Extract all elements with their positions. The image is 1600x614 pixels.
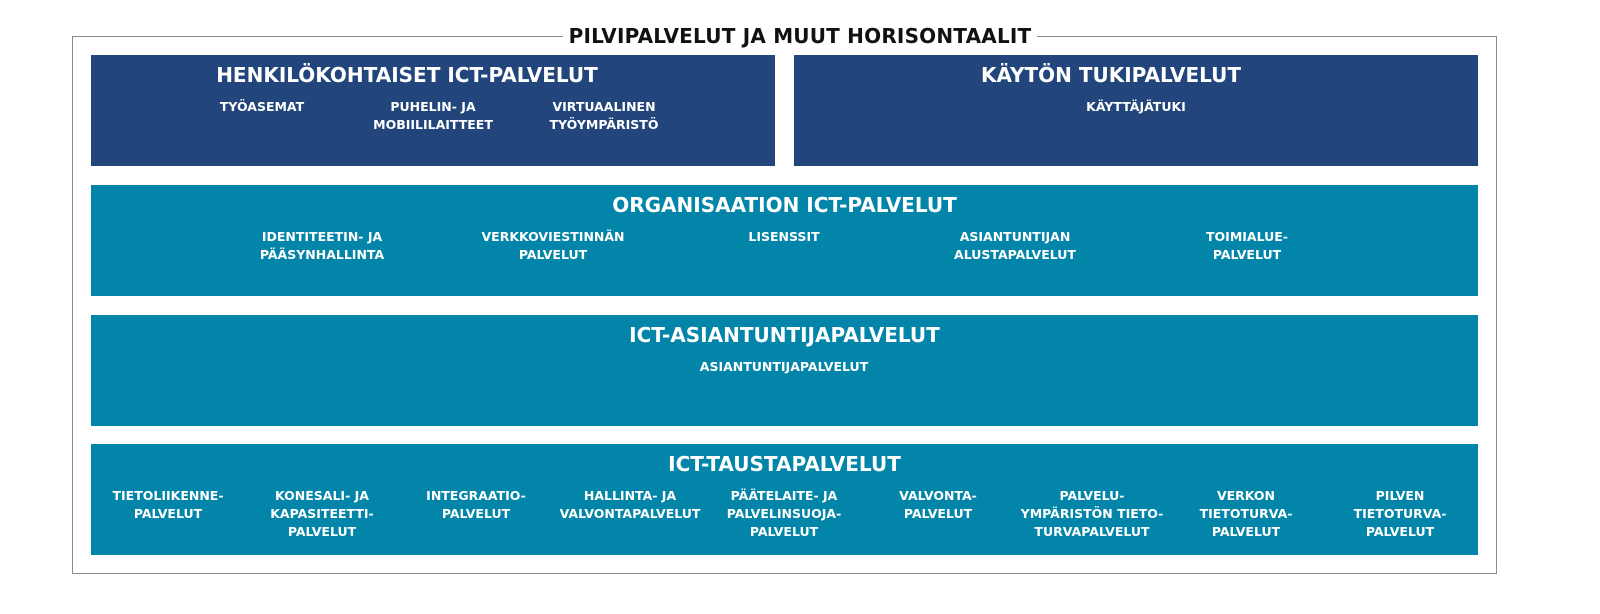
usage-support-services-title: KÄYTÖN TUKIPALVELUT (980, 63, 1242, 87)
organisation-item-licenses: LISENSSIT (748, 229, 820, 244)
ict-background-services-title: ICT-TAUSTAPALVELUT (668, 452, 901, 476)
ict-expert-services-title: ICT-ASIANTUNTIJAPALVELUT (629, 323, 940, 347)
background-item-telecom: TIETOLIIKENNE- PALVELUT (112, 488, 224, 521)
background-item-service-environment-security: PALVELU- YMPÄRISTÖN TIETO- TURVAPALVELUT (1020, 488, 1164, 539)
background-item-monitoring: VALVONTA- PALVELUT (899, 488, 977, 521)
ict-expert-services-box (91, 315, 1478, 426)
background-item-network-security: VERKON TIETOTURVA- PALVELUT (1199, 488, 1293, 539)
organisation-item-domain-services: TOIMIALUE- PALVELUT (1206, 229, 1288, 262)
ict-background-services-box (91, 444, 1478, 555)
personal-ict-services-box (91, 55, 775, 166)
organisation-ict-services-title: ORGANISAATION ICT-PALVELUT (612, 193, 957, 217)
organisation-item-expert-platform: ASIANTUNTIJAN ALUSTAPALVELUT (954, 229, 1076, 262)
personal-item-phones-mobile: PUHELIN- JA MOBIILILAITTEET (373, 99, 493, 132)
organisation-ict-services-box (91, 185, 1478, 296)
background-item-datacenter-capacity: KONESALI- JA KAPASITEETTI- PALVELUT (270, 488, 374, 539)
organisation-item-identity-access: IDENTITEETIN- JA PÄÄSYNHALLINTA (259, 229, 385, 262)
background-item-endpoint-server-protection: PÄÄTELAITE- JA PALVELINSUOJA- PALVELUT (726, 488, 842, 539)
background-item-management-monitoring: HALLINTA- JA VALVONTAPALVELUT (559, 488, 701, 521)
expert-item-expert-services: ASIANTUNTIJAPALVELUT (699, 359, 869, 374)
frame-title: PILVIPALVELUT JA MUUT HORISONTAALIT (563, 22, 1038, 50)
organisation-item-web-communication: VERKKOVIESTINNÄN PALVELUT (481, 229, 625, 262)
usage-support-services-box (794, 55, 1478, 166)
support-item-user-support: KÄYTTÄJÄTUKI (1086, 99, 1186, 114)
personal-item-virtual-workspace: VIRTUAALINEN TYÖYMPÄRISTÖ (549, 99, 659, 132)
background-item-cloud-security: PILVEN TIETOTURVA- PALVELUT (1353, 488, 1447, 539)
personal-ict-services-title: HENKILÖKOHTAISET ICT-PALVELUT (216, 63, 598, 87)
background-item-integration: INTEGRAATIO- PALVELUT (426, 488, 526, 521)
personal-item-workstations: TYÖASEMAT (219, 99, 305, 114)
